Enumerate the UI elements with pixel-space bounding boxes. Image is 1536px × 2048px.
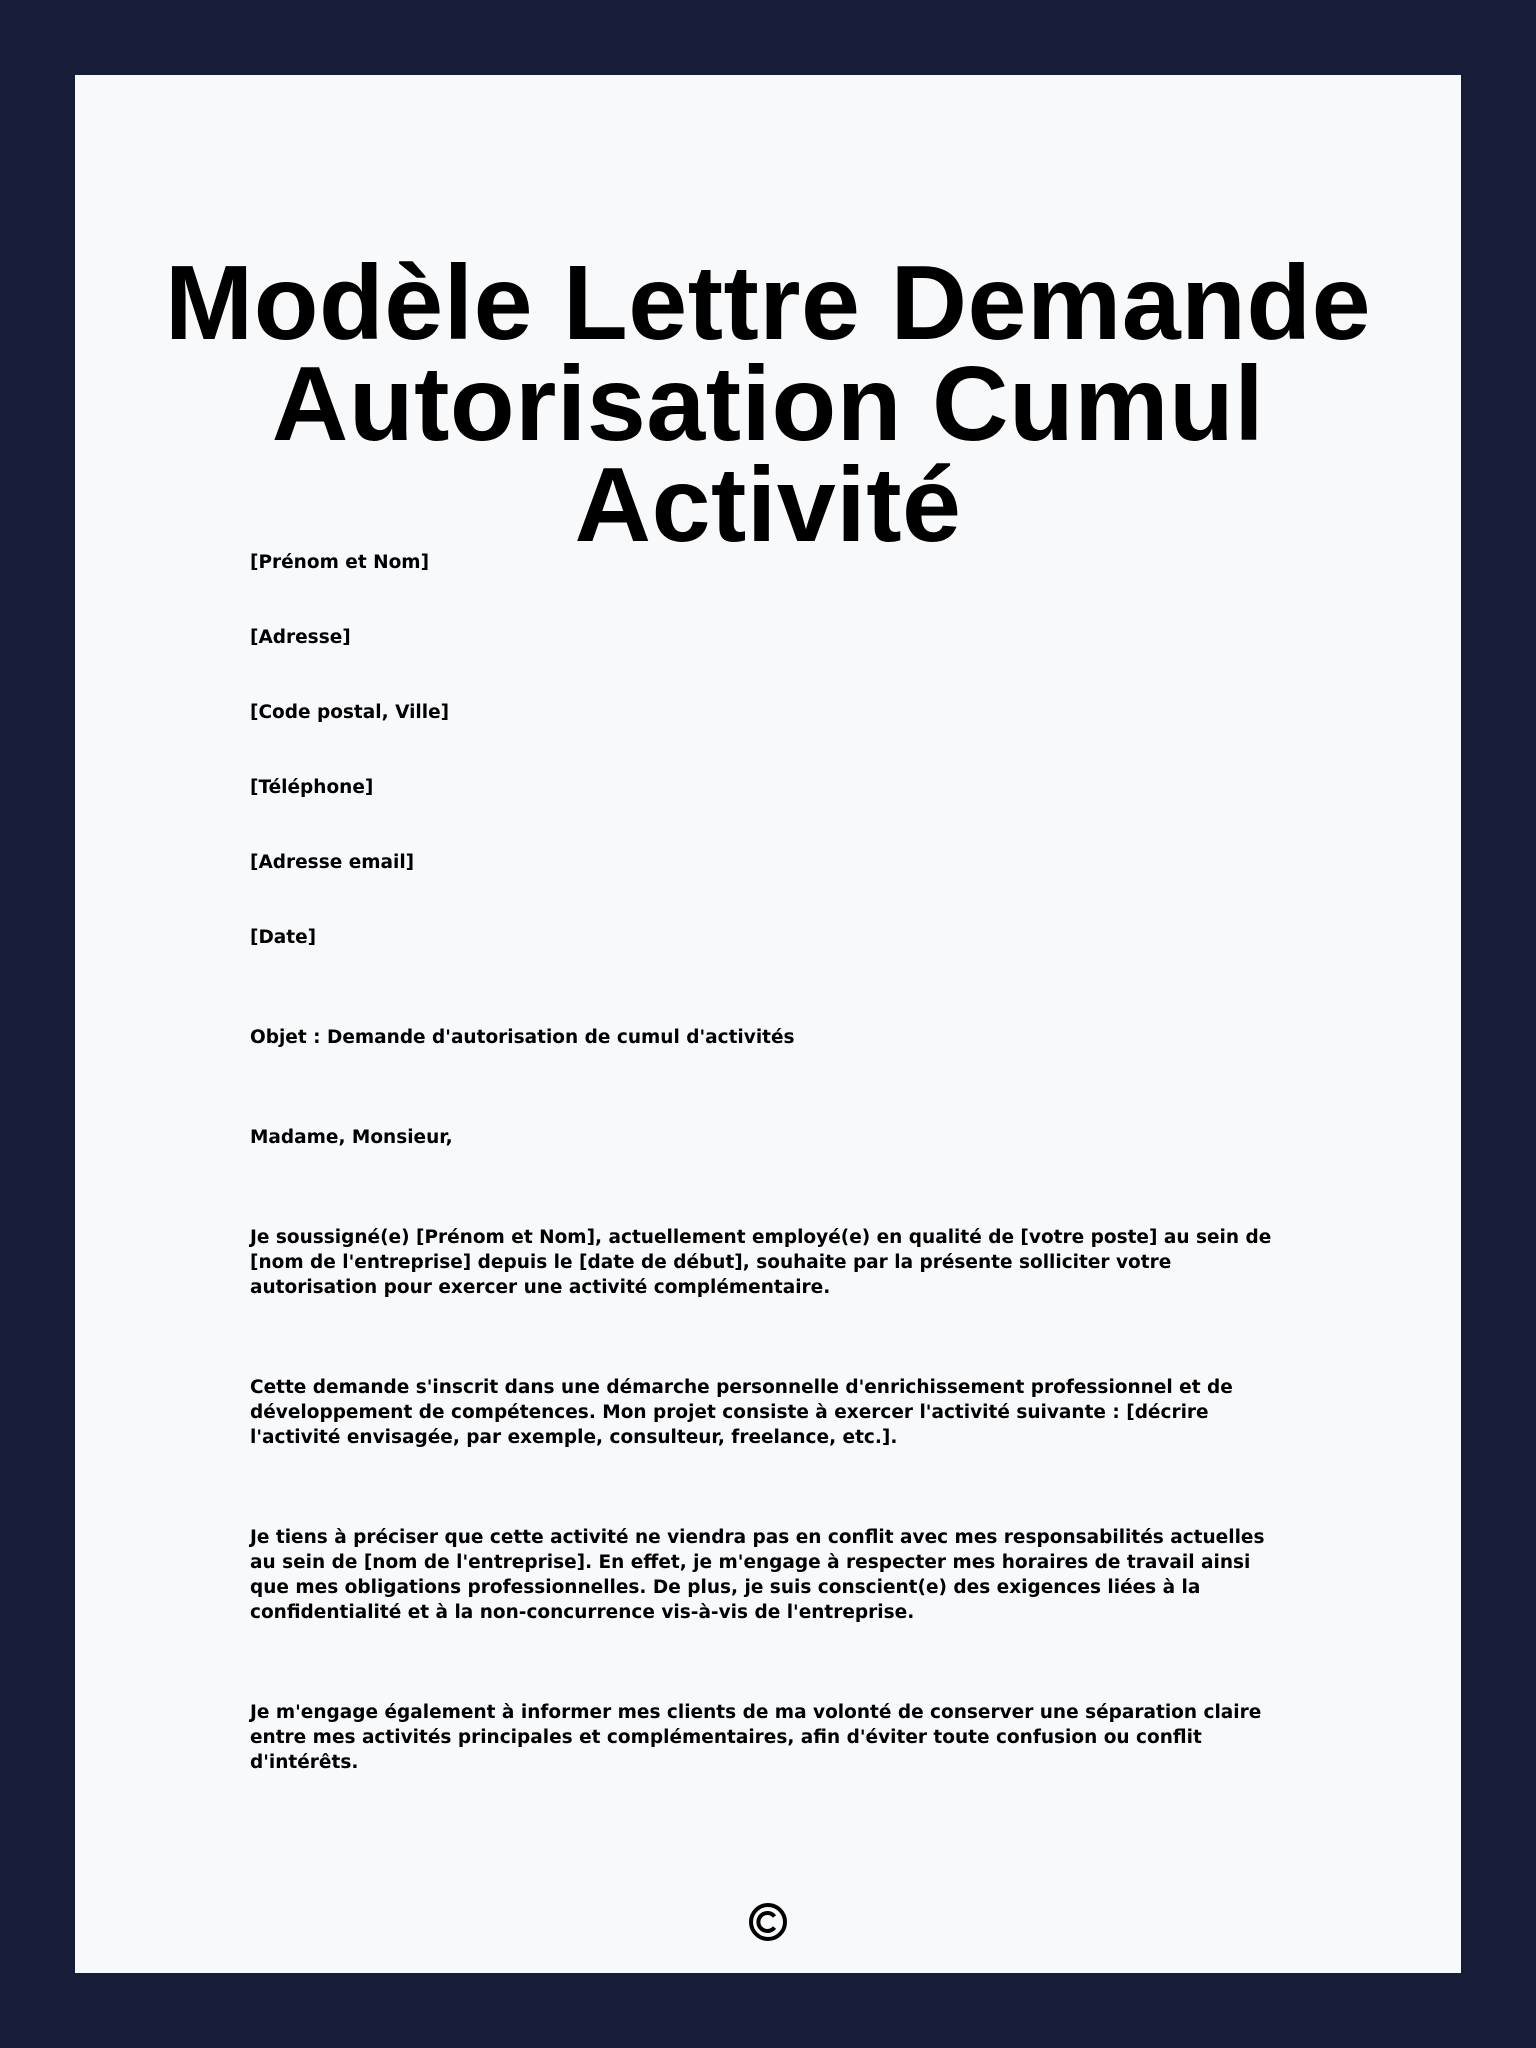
letter-page — [75, 75, 1461, 1973]
copyright-icon — [748, 1902, 788, 1942]
sender-address: [Adresse] — [250, 627, 351, 648]
letter-subject: Objet : Demande d'autorisation de cumul d'activités — [250, 1027, 795, 1048]
paragraph-1: Je soussigné(e) [Prénom et Nom], actuellement employé(e) en qualité de [votre poste] au sein de [nom de l'entreprise] depuis le [date de début], souhaite par la présente solliciter votre autorisation pour exercer une activité complémentaire. — [250, 1227, 1272, 1298]
sender-phone: [Téléphone] — [250, 777, 374, 798]
sender-email: [Adresse email] — [250, 852, 415, 873]
paragraph-2: Cette demande s'inscrit dans une démarche personnelle d'enrichissement professionnel et de développement de compétences. Mon projet consiste à exercer l'activité suivante : [décrire l'activité envisagée, par exemple, consulteur, freelance, etc.]. — [250, 1377, 1233, 1448]
document-title: Modèle Lettre Demande Autorisation Cumul Activité — [164, 244, 1372, 564]
sender-postal-city: [Code postal, Ville] — [250, 702, 450, 723]
sender-name: [Prénom et Nom] — [250, 552, 430, 573]
letter-date: [Date] — [250, 927, 317, 948]
letter-salutation: Madame, Monsieur, — [250, 1127, 453, 1148]
paragraph-4: Je m'engage également à informer mes clients de ma volonté de conserver une séparation claire entre mes activités principales et complémentaires, afin d'éviter toute confusion ou conflit d'intérêts. — [250, 1702, 1262, 1773]
paragraph-3: Je tiens à préciser que cette activité ne viendra pas en conflit avec mes responsabilités actuelles au sein de [nom de l'entreprise]. En effet, je m'engage à respecter mes horaires de travail ainsi que mes obligations professionnelles. De plus, je suis conscient(e) des exigences liées à la confidentialité et à la non-concurrence vis-à-vis de l'entreprise. — [250, 1527, 1265, 1623]
